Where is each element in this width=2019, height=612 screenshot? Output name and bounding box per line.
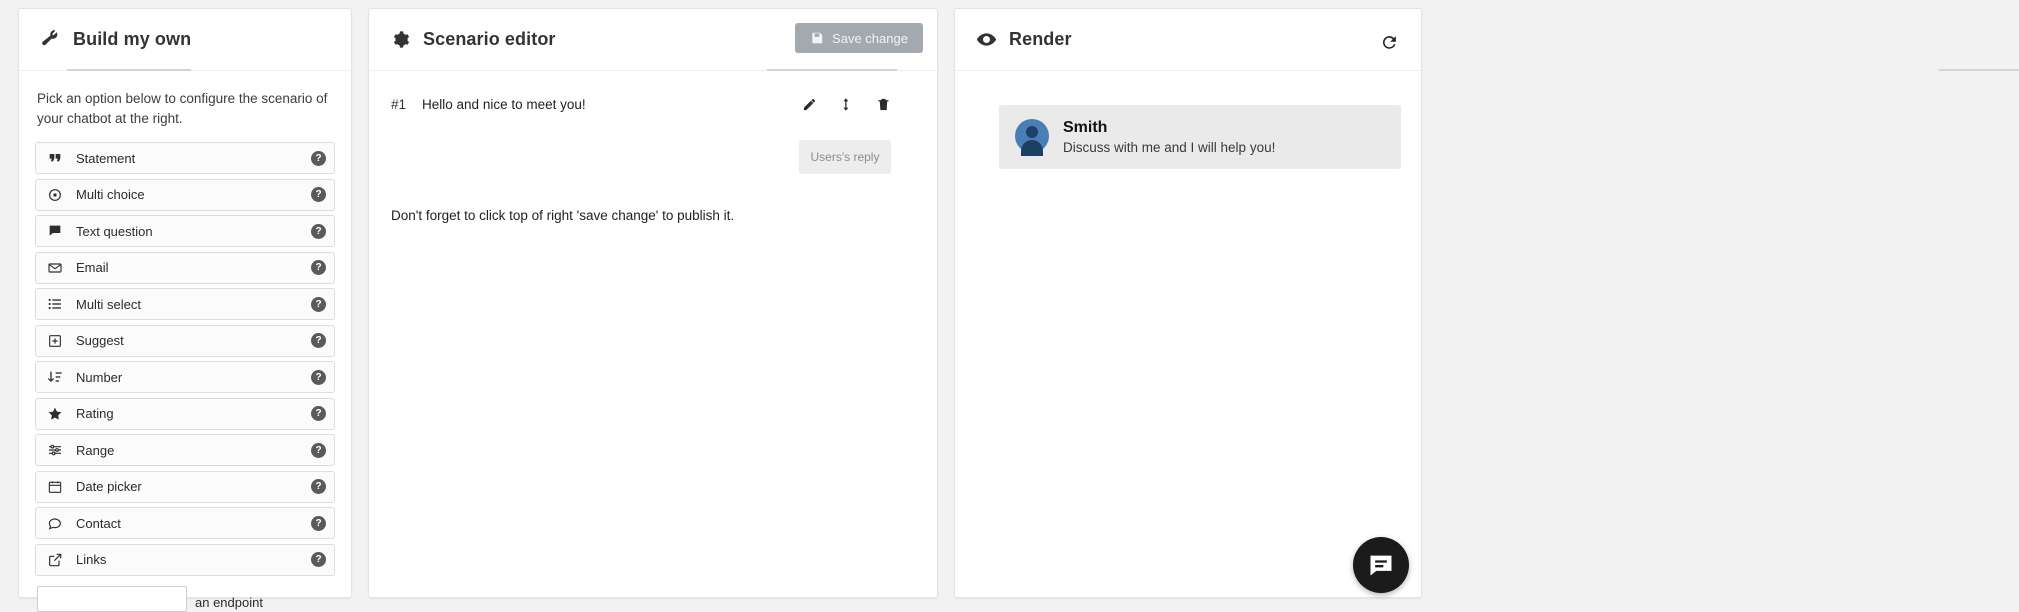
panel-title: Render bbox=[1009, 29, 1072, 49]
option-multi-choice[interactable] bbox=[35, 179, 335, 211]
help-icon[interactable]: ? bbox=[311, 151, 326, 166]
bot-message bbox=[999, 105, 1401, 169]
help-icon[interactable]: ? bbox=[311, 516, 326, 531]
scenario-editor-body bbox=[369, 71, 937, 223]
delete-step-button[interactable] bbox=[876, 97, 891, 112]
option-range[interactable] bbox=[35, 434, 335, 466]
option-contact[interactable] bbox=[35, 507, 335, 539]
build-my-own-panel bbox=[18, 8, 352, 610]
header-underline bbox=[1939, 69, 2019, 71]
option-text-question[interactable] bbox=[35, 215, 335, 247]
help-icon[interactable]: ? bbox=[311, 552, 326, 567]
step-text: Hello and nice to meet you! bbox=[422, 97, 586, 112]
option-label: Multi select bbox=[76, 296, 142, 312]
help-icon[interactable]: ? bbox=[311, 260, 326, 275]
save-change-button[interactable] bbox=[795, 23, 923, 53]
radio-circle-icon bbox=[46, 186, 64, 204]
bot-message-content bbox=[1063, 119, 1275, 155]
endpoint-input[interactable] bbox=[37, 586, 187, 612]
option-label: Number bbox=[76, 369, 123, 385]
help-icon[interactable]: ? bbox=[311, 333, 326, 348]
edit-step-button[interactable] bbox=[802, 97, 817, 112]
help-icon[interactable]: ? bbox=[311, 406, 326, 421]
render-panel bbox=[954, 8, 1422, 598]
scenario-editor-header bbox=[369, 9, 937, 71]
gear-icon bbox=[389, 29, 411, 51]
option-suggest[interactable] bbox=[35, 325, 335, 357]
bot-name: Smith bbox=[1063, 119, 1108, 136]
help-icon[interactable]: ? bbox=[311, 297, 326, 312]
option-number[interactable] bbox=[35, 361, 335, 393]
option-label: Email bbox=[76, 260, 109, 276]
help-icon[interactable]: ? bbox=[311, 443, 326, 458]
option-label: Range bbox=[76, 442, 115, 458]
render-body bbox=[955, 71, 1421, 169]
step-number: #1 bbox=[391, 97, 407, 112]
option-multi-select[interactable] bbox=[35, 288, 335, 320]
help-icon[interactable]: ? bbox=[311, 187, 326, 202]
grid-plus-icon bbox=[46, 332, 64, 350]
chat-bubble-icon bbox=[46, 222, 64, 240]
list-icon bbox=[46, 295, 64, 313]
envelope-icon bbox=[46, 259, 64, 277]
star-icon bbox=[46, 405, 64, 423]
help-icon[interactable]: ? bbox=[311, 370, 326, 385]
panel-title: Scenario editor bbox=[423, 29, 556, 49]
endpoint-label: an endpoint bbox=[195, 594, 263, 610]
build-my-own-header bbox=[19, 9, 351, 71]
sliders-icon bbox=[46, 441, 64, 459]
panel-title: Build my own bbox=[73, 29, 192, 49]
quote-icon bbox=[46, 149, 64, 167]
intro-text: Pick an option below to configure the scenario of your chatbot at the right. bbox=[37, 91, 328, 126]
option-email[interactable] bbox=[35, 252, 335, 284]
option-label: Statement bbox=[76, 150, 136, 166]
chat-icon[interactable] bbox=[1353, 537, 1409, 593]
floppy-disk-icon bbox=[810, 31, 824, 45]
help-icon[interactable]: ? bbox=[311, 479, 326, 494]
option-label: Suggest bbox=[76, 333, 124, 349]
option-rating[interactable] bbox=[35, 398, 335, 430]
option-label: Links bbox=[76, 552, 107, 568]
avatar bbox=[1015, 119, 1049, 153]
option-label: Contact bbox=[76, 515, 121, 531]
speech-icon bbox=[46, 514, 64, 532]
publish-note: Don't forget to click top of right 'save change' to publish it. bbox=[391, 208, 735, 223]
users-reply-placeholder[interactable]: Users's reply bbox=[799, 140, 891, 174]
step-actions bbox=[802, 97, 913, 112]
save-change-label: Save change bbox=[832, 30, 908, 46]
calendar-icon bbox=[46, 478, 64, 496]
option-label: Rating bbox=[76, 406, 114, 422]
sort-numeric-icon bbox=[46, 368, 64, 386]
wrench-icon bbox=[39, 29, 61, 51]
help-icon[interactable]: ? bbox=[311, 224, 326, 239]
option-links[interactable] bbox=[35, 544, 335, 576]
bot-text: Discuss with me and I will help you! bbox=[1063, 140, 1276, 155]
scenario-editor-panel bbox=[368, 8, 938, 598]
header-underline bbox=[67, 69, 191, 71]
refresh-icon[interactable] bbox=[1380, 33, 1399, 52]
option-statement[interactable] bbox=[35, 142, 335, 174]
option-label: Date picker bbox=[76, 479, 142, 495]
render-header bbox=[955, 9, 1421, 71]
option-date-picker[interactable] bbox=[35, 471, 335, 503]
option-label: Text question bbox=[76, 223, 153, 239]
endpoint-row bbox=[35, 586, 335, 612]
move-step-button[interactable] bbox=[839, 97, 854, 112]
external-link-icon bbox=[46, 551, 64, 569]
option-label: Multi choice bbox=[76, 187, 145, 203]
scenario-step-row bbox=[391, 97, 913, 112]
eye-icon bbox=[975, 29, 997, 51]
build-my-own-body bbox=[19, 71, 351, 612]
